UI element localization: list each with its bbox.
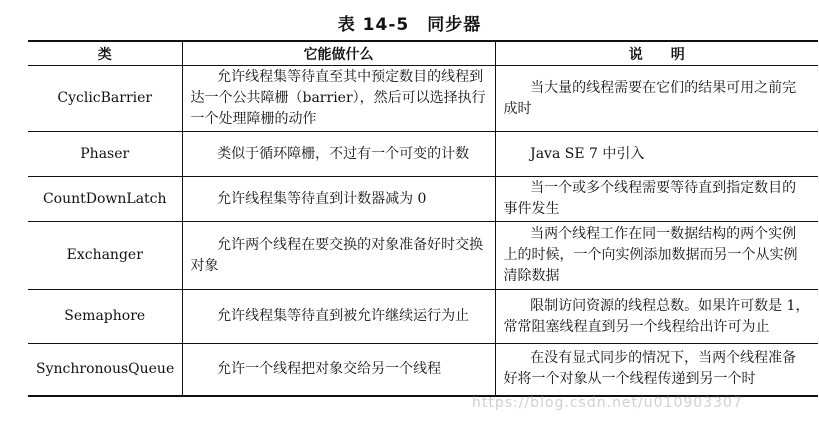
class-name-cell: SynchronousQueue: [28, 344, 182, 396]
class-name-cell: Exchanger: [28, 222, 182, 290]
header-description: 说 明: [495, 41, 818, 66]
description-cell: 限制访问资源的线程总数。如果许可数是 1，常常阻塞线程直到另一个线程给出许可为止: [495, 290, 818, 344]
header-class: 类: [28, 41, 182, 66]
what-it-does-cell: 允许线程集等待直至其中预定数目的线程到达一个公共障栅（barrier），然后可以选择执行一个处理障栅的动作: [182, 66, 495, 132]
description-cell: 当两个线程工作在同一数据结构的两个实例上的时候，一个向实例添加数据而另一个从实例清除数据: [495, 222, 818, 290]
header-row: [28, 41, 818, 66]
what-it-does-cell: 允许线程集等待直到计数器减为 0: [182, 177, 495, 222]
watermark: https://blog.csdn.net/u010903307: [472, 395, 743, 411]
class-name-cell: CountDownLatch: [28, 177, 182, 222]
description-cell: 在没有显式同步的情况下，当两个线程准备好将一个对象从一个线程传递到另一个时: [495, 344, 818, 396]
header-what-it-does: 它能做什么: [182, 41, 495, 66]
what-it-does-cell: 类似于循环障栅，不过有一个可变的计数: [182, 132, 495, 177]
table-row: [28, 66, 818, 132]
what-it-does-cell: 允许两个线程在要交换的对象准备好时交换对象: [182, 222, 495, 290]
table-row: [28, 132, 818, 177]
table-title: 表 14-5 同步器: [337, 15, 482, 35]
table-row: [28, 290, 818, 344]
class-name-cell: Semaphore: [28, 290, 182, 344]
table-row: [28, 344, 818, 396]
description-cell: 当一个或多个线程需要等待直到指定数目的事件发生: [495, 177, 818, 222]
what-it-does-cell: 允许一个线程把对象交给另一个线程: [182, 344, 495, 396]
what-it-does-cell: 允许线程集等待直到被允许继续运行为止: [182, 290, 495, 344]
table-row: [28, 222, 818, 290]
synchronizer-table: [28, 40, 818, 397]
class-name-cell: CyclicBarrier: [28, 66, 182, 132]
table-row: [28, 177, 818, 222]
class-name-cell: Phaser: [28, 132, 182, 177]
description-cell: Java SE 7 中引入: [495, 132, 818, 177]
description-cell: 当大量的线程需要在它们的结果可用之前完成时: [495, 66, 818, 132]
